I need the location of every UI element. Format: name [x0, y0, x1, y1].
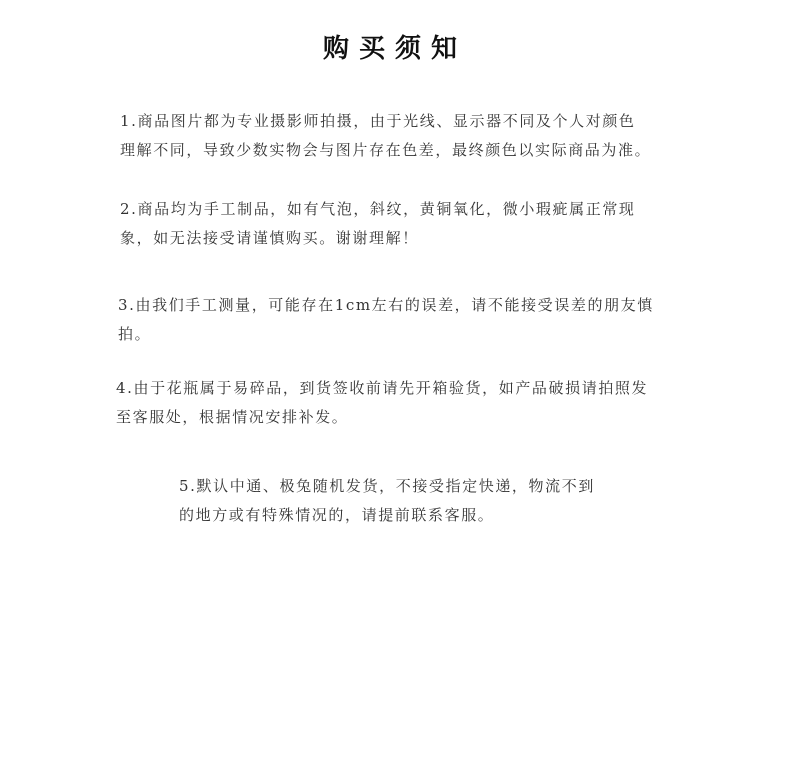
notice-4-line-1: 4.由于花瓶属于易碎品，到货签收前请先开箱验货，如产品破损请拍照发	[116, 379, 649, 397]
notice-4-line-2: 至客服处，根据情况安排补发。	[116, 408, 349, 426]
notice-1	[120, 107, 651, 165]
notice-1-line-1: 1.商品图片都为专业摄影师拍摄，由于光线、显示器不同及个人对颜色	[120, 112, 636, 130]
page-title: 购买须知	[322, 34, 467, 64]
notice-1-line-2: 理解不同，导致少数实物会与图片存在色差，最终颜色以实际商品为准。	[120, 141, 652, 159]
notice-5-line-1: 5.默认中通、极兔随机发货，不接受指定快递，物流不到	[179, 477, 595, 495]
notice-2-line-2: 象，如无法接受请谨慎购买。谢谢理解！	[120, 229, 419, 247]
notice-2-line-1: 2.商品均为手工制品，如有气泡，斜纹，黄铜氧化，微小瑕疵属正常现	[120, 200, 636, 218]
notice-3-line-1: 3.由我们手工测量，可能存在1cm左右的误差，请不能接受误差的朋友慎	[118, 296, 654, 314]
notice-4	[116, 374, 648, 432]
notice-3-line-2: 拍。	[118, 325, 152, 343]
notice-5-line-2: 的地方或有特殊情况的，请提前联系客服。	[179, 506, 495, 524]
notice-5	[179, 472, 595, 530]
notice-3	[118, 291, 654, 349]
notice-2	[120, 195, 636, 253]
